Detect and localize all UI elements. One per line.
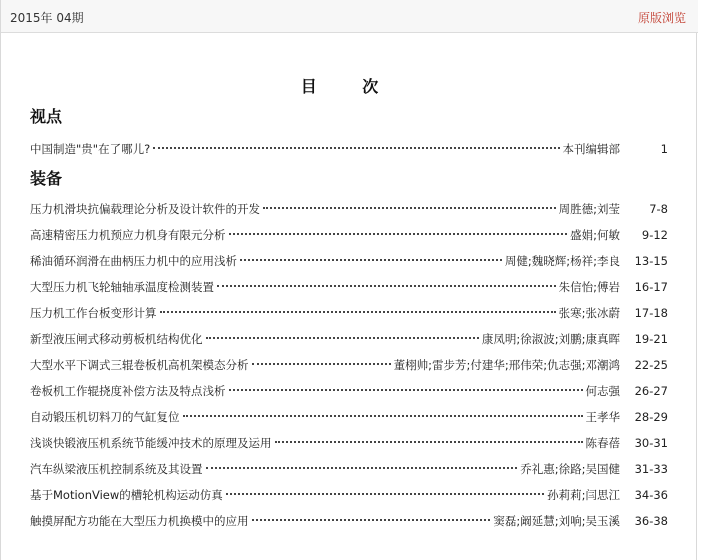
leader-dots [229, 373, 583, 391]
toc-entry[interactable] [30, 481, 668, 502]
toc-entry[interactable] [30, 135, 668, 156]
entry-authors: 乔礼惠;徐路;吴国健 [520, 462, 620, 476]
toc-entry[interactable] [30, 507, 668, 528]
entry-authors: 康凤明;徐淑波;刘鹏;康真晖 [481, 332, 620, 346]
toc-entry[interactable] [30, 403, 668, 424]
toc-title: 目 次 [300, 77, 399, 96]
toc-entry[interactable] [30, 455, 668, 476]
entry-pages: 22-25 [634, 358, 668, 372]
entry-authors: 张寒;张冰蔚 [558, 306, 620, 320]
entry-authors: 周胜德;刘莹 [558, 202, 620, 216]
entry-authors: 窦磊;阚延慧;刘响;吴玉溪 [493, 514, 620, 528]
top-bar [1, 0, 698, 33]
toc-entry[interactable] [30, 247, 668, 268]
entry-pages: 36-38 [634, 514, 668, 528]
entry-authors: 盛娟;何敏 [570, 228, 620, 242]
entry-title: 卷板机工作辊挠度补偿方法及特点浅析 [30, 384, 226, 398]
toc-entry[interactable] [30, 351, 668, 372]
entry-pages: 30-31 [634, 436, 668, 450]
entry-pages: 34-36 [634, 488, 668, 502]
leader-dots [240, 243, 502, 261]
entry-title: 汽车纵梁液压机控制系统及其设置 [30, 462, 203, 476]
leader-dots [263, 191, 556, 209]
leader-dots [229, 217, 568, 235]
leader-dots [206, 321, 479, 339]
leader-dots [252, 503, 491, 521]
leader-dots [275, 425, 583, 443]
toc-entry[interactable] [30, 299, 668, 320]
entry-title: 浅谈快锻液压机系统节能缓冲技术的原理及运用 [30, 436, 272, 450]
toc-entry[interactable] [30, 195, 668, 216]
entry-title: 触摸屏配方功能在大型压力机换模中的应用 [30, 514, 249, 528]
entry-pages: 28-29 [634, 410, 668, 424]
entry-pages: 26-27 [634, 384, 668, 398]
toc-entry[interactable] [30, 221, 668, 242]
original-view-link[interactable]: 原版浏览 [637, 11, 686, 25]
toc-entry[interactable] [30, 273, 668, 294]
leader-dots [252, 347, 391, 365]
entry-authors: 陈春蓓 [585, 436, 620, 450]
entry-pages: 19-21 [634, 332, 668, 346]
entry-authors: 董栩帅;雷步芳;付建华;邢伟荣;仇志强;邓潮鸿 [393, 358, 620, 372]
entry-authors: 孙莉莉;闫思江 [547, 488, 620, 502]
leader-dots [206, 451, 518, 469]
entry-pages: 7-8 [649, 202, 668, 216]
entry-pages: 1 [660, 142, 668, 156]
leader-dots [153, 131, 559, 149]
entry-authors: 周健;魏晓辉;杨祥;李良 [504, 254, 620, 268]
entry-title: 压力机工作台板变形计算 [30, 306, 157, 320]
entry-authors: 本刊编辑部 [562, 142, 620, 156]
entry-title: 大型水平下调式三辊卷板机高机架模态分析 [30, 358, 249, 372]
entry-title: 稀油循环润滑在曲柄压力机中的应用浅析 [30, 254, 237, 268]
entry-title: 高速精密压力机预应力机身有限元分析 [30, 228, 226, 242]
leader-dots [183, 399, 583, 417]
leader-dots [226, 477, 544, 495]
toc-entry[interactable] [30, 429, 668, 450]
entry-pages: 13-15 [634, 254, 668, 268]
entry-title: 压力机滑块抗偏载理论分析及设计软件的开发 [30, 202, 260, 216]
entry-title: 大型压力机飞轮轴轴承温度检测装置 [30, 280, 214, 294]
toc-entry[interactable] [30, 325, 668, 346]
entry-pages: 9-12 [641, 228, 668, 242]
entry-pages: 31-33 [634, 462, 668, 476]
entry-authors: 朱信怡;傅岩 [558, 280, 620, 294]
section-heading: 视点 [30, 107, 63, 126]
section-heading: 装备 [30, 169, 63, 188]
toc-entry[interactable] [30, 377, 668, 398]
entry-title: 新型液压闸式移动剪板机结构优化 [30, 332, 203, 346]
entry-authors: 何志强 [585, 384, 620, 398]
entry-title: 中国制造"贵"在了哪儿? [30, 142, 151, 156]
entry-authors: 王孝华 [585, 410, 620, 424]
entry-title: 自动锻压机切料刀的气缸复位 [30, 410, 180, 424]
leader-dots [160, 295, 556, 313]
entry-pages: 17-18 [634, 306, 668, 320]
entry-pages: 16-17 [634, 280, 668, 294]
leader-dots [217, 269, 556, 287]
issue-label: 2015年 04期 [10, 11, 84, 25]
entry-title: 基于MotionView的槽轮机构运动仿真 [30, 488, 223, 502]
